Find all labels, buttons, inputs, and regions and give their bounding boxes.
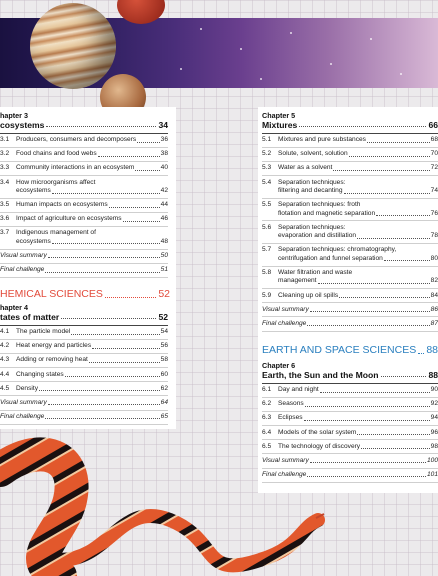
entry-number: 5.4	[262, 178, 272, 186]
toc-entry[interactable]	[262, 221, 438, 244]
entry-page: 56	[160, 342, 168, 350]
toc-entry[interactable]	[262, 426, 438, 440]
visual-summary-entry-page: 86	[430, 305, 438, 313]
entry-number: 5.5	[262, 201, 272, 209]
entry-number: 3.6	[0, 215, 10, 223]
entry-number: 6.2	[262, 400, 272, 408]
entry-title: Solute, solvent, solution	[278, 150, 348, 158]
toc-entry[interactable]	[262, 384, 438, 398]
entry-title: Community interactions in an ecosystem	[16, 164, 135, 172]
entry-page: 74	[430, 187, 438, 195]
toc-entry[interactable]	[0, 199, 168, 213]
chapter-label: Chapter 5	[262, 111, 296, 120]
visual-summary-entry-page: 100	[426, 456, 438, 464]
chapter-label: Chapter 6	[262, 361, 296, 370]
entry-number: 5.2	[262, 150, 272, 158]
entry-page: 72	[430, 164, 438, 172]
section-earth-space-sciences[interactable]: EARTH AND SPACE SCIENCES 88	[262, 344, 438, 356]
entry-number: 4.2	[0, 342, 10, 350]
entry-title: Models of the solar system	[278, 428, 357, 436]
final-challenge-entry-page: 101	[426, 470, 438, 478]
toc-entry[interactable]	[262, 398, 438, 412]
entry-number: 5.1	[262, 136, 272, 144]
entry-page: 40	[160, 164, 168, 172]
final-challenge-entry[interactable]	[0, 264, 168, 278]
final-challenge-entry[interactable]	[0, 411, 168, 425]
toc-entry[interactable]	[262, 162, 438, 176]
entry-page: 94	[430, 414, 438, 422]
final-challenge-entry-page: 87	[430, 319, 438, 327]
toc-entry[interactable]	[262, 176, 438, 199]
entry-title: Water filtration and waste	[278, 268, 353, 276]
entry-title-continued: flotation and magnetic separation	[278, 209, 376, 217]
entry-title: Day and night	[278, 386, 319, 394]
final-challenge-entry[interactable]	[262, 469, 438, 483]
entry-page: 48	[160, 237, 168, 245]
entry-page: 54	[160, 328, 168, 336]
toc-entry[interactable]	[0, 148, 168, 162]
entry-page: 42	[160, 187, 168, 195]
visual-summary-entry-label: Visual summary	[262, 456, 309, 464]
entry-page: 84	[430, 291, 438, 299]
entry-number: 5.3	[262, 164, 272, 172]
toc-entry[interactable]	[262, 244, 438, 267]
entry-title: Impact of agriculture on ecosystems	[16, 215, 122, 223]
entry-page: 68	[430, 136, 438, 144]
entry-title: Mixtures and pure substances	[278, 136, 366, 144]
visual-summary-entry[interactable]	[262, 303, 438, 317]
final-challenge-entry[interactable]	[262, 317, 438, 331]
toc-entry[interactable]	[262, 289, 438, 303]
visual-summary-entry[interactable]	[0, 250, 168, 264]
entry-number: 6.3	[262, 414, 272, 422]
entry-page: 38	[160, 150, 168, 158]
entry-number: 3.7	[0, 229, 10, 237]
entry-number: 5.6	[262, 223, 272, 231]
entry-number: 4.1	[0, 328, 10, 336]
entry-number: 3.5	[0, 201, 10, 209]
entry-page: 70	[430, 150, 438, 158]
toc-entry[interactable]	[0, 134, 168, 148]
entry-number: 6.5	[262, 442, 272, 450]
final-challenge-entry-label: Final challenge	[262, 319, 307, 327]
entry-page: 78	[430, 232, 438, 240]
entry-number: 5.7	[262, 246, 272, 254]
entry-page: 60	[160, 370, 168, 378]
entry-title: Adding or removing heat	[16, 356, 88, 364]
entry-number: 5.9	[262, 291, 272, 299]
entry-title: Seasons	[278, 400, 304, 408]
entry-title: Changing states	[16, 370, 64, 378]
entry-number: 3.4	[0, 178, 10, 186]
toc-entry[interactable]	[0, 326, 168, 340]
entry-page: 62	[160, 384, 168, 392]
visual-summary-entry-label: Visual summary	[0, 251, 47, 259]
final-challenge-entry-label: Final challenge	[0, 266, 45, 274]
toc-entry[interactable]	[0, 340, 168, 354]
visual-summary-entry-label: Visual summary	[262, 305, 309, 313]
entry-title: How microorganisms affect	[16, 178, 96, 186]
entry-title: Producers, consumers and decomposers	[16, 136, 137, 144]
entry-number: 6.4	[262, 428, 272, 436]
entry-number: 4.5	[0, 384, 10, 392]
toc-entry[interactable]	[262, 412, 438, 426]
jupiter-image	[30, 3, 116, 89]
visual-summary-entry-page: 64	[160, 398, 168, 406]
chapter-6-block	[262, 362, 438, 483]
chapter-title-link[interactable]: Mixtures 66	[262, 120, 438, 130]
section-chemical-sciences[interactable]: HEMICAL SCIENCES 52	[0, 288, 170, 300]
entry-number: 3.1	[0, 136, 10, 144]
entry-number: 5.8	[262, 268, 272, 276]
toc-entry[interactable]	[262, 440, 438, 454]
visual-summary-entry-page: 50	[160, 251, 168, 259]
toc-entry[interactable]	[262, 148, 438, 162]
visual-summary-entry[interactable]	[262, 454, 438, 468]
entry-title: Heat energy and particles	[16, 342, 92, 350]
entry-title: Human impacts on ecosystems	[16, 201, 108, 209]
entry-title: Density	[16, 384, 38, 392]
chapter-label: hapter 4	[0, 303, 28, 312]
entry-page: 98	[430, 442, 438, 450]
entry-number: 4.3	[0, 356, 10, 364]
entry-page: 58	[160, 356, 168, 364]
entry-page: 92	[430, 400, 438, 408]
entry-title-continued: filtering and decanting	[278, 187, 343, 195]
entry-title: The technology of discovery	[278, 442, 361, 450]
entry-title-continued: centrifugation and funnel separation	[278, 254, 383, 262]
entry-number: 4.4	[0, 370, 10, 378]
toc-entry[interactable]	[0, 354, 168, 368]
toc-entry[interactable]	[0, 368, 168, 382]
entry-page: 82	[430, 277, 438, 285]
visual-summary-entry[interactable]	[0, 396, 168, 410]
entry-title-continued: ecosystems	[16, 187, 51, 195]
chapter-title-link[interactable]: tates of matter 52	[0, 312, 168, 322]
entry-title-continued: ecosystems	[16, 237, 51, 245]
toc-entry[interactable]	[262, 134, 438, 148]
entry-title: Cleaning up oil spills	[278, 291, 339, 299]
entry-number: 6.1	[262, 386, 272, 394]
entry-title: Separation techniques:	[278, 178, 346, 186]
toc-entry[interactable]	[0, 382, 168, 396]
final-challenge-entry-label: Final challenge	[262, 470, 307, 478]
chapter-label: hapter 3	[0, 111, 28, 120]
toc-entry[interactable]	[0, 162, 168, 176]
toc-entry[interactable]	[262, 199, 438, 222]
chapter-title-link[interactable]: cosystems 34	[0, 120, 168, 130]
toc-entry[interactable]	[0, 213, 168, 227]
entry-title-continued: evaporation and distillation	[278, 232, 357, 240]
entry-title: Indigenous management of	[16, 229, 96, 237]
entry-title-continued: management	[278, 277, 317, 285]
entry-title: The particle model	[16, 328, 71, 336]
entry-page: 44	[160, 201, 168, 209]
entry-title: Separation techniques: chromatography,	[278, 246, 397, 254]
toc-entry[interactable]	[0, 176, 168, 199]
toc-entry[interactable]	[262, 267, 438, 290]
final-challenge-entry-page: 65	[160, 412, 168, 420]
entry-title: Eclipses	[278, 414, 303, 422]
entry-number: 3.2	[0, 150, 10, 158]
entry-number: 3.3	[0, 164, 10, 172]
final-challenge-entry-page: 51	[160, 266, 168, 274]
entry-title: Separation techniques: froth	[278, 201, 361, 209]
visual-summary-entry-label: Visual summary	[0, 398, 47, 406]
entry-page: 36	[160, 136, 168, 144]
final-challenge-entry-label: Final challenge	[0, 412, 45, 420]
entry-title: Separation techniques:	[278, 223, 346, 231]
entry-page: 46	[160, 215, 168, 223]
chapter-title-link[interactable]: Earth, the Sun and the Moon 88	[262, 370, 438, 380]
chapter-4-block	[0, 304, 168, 425]
entry-page: 90	[430, 386, 438, 394]
entry-page: 76	[430, 209, 438, 217]
entry-title: Water as a solvent	[278, 164, 333, 172]
entry-title: Food chains and food webs	[16, 150, 97, 158]
entry-page: 80	[430, 254, 438, 262]
entry-page: 96	[430, 428, 438, 436]
toc-entry[interactable]	[0, 227, 168, 250]
